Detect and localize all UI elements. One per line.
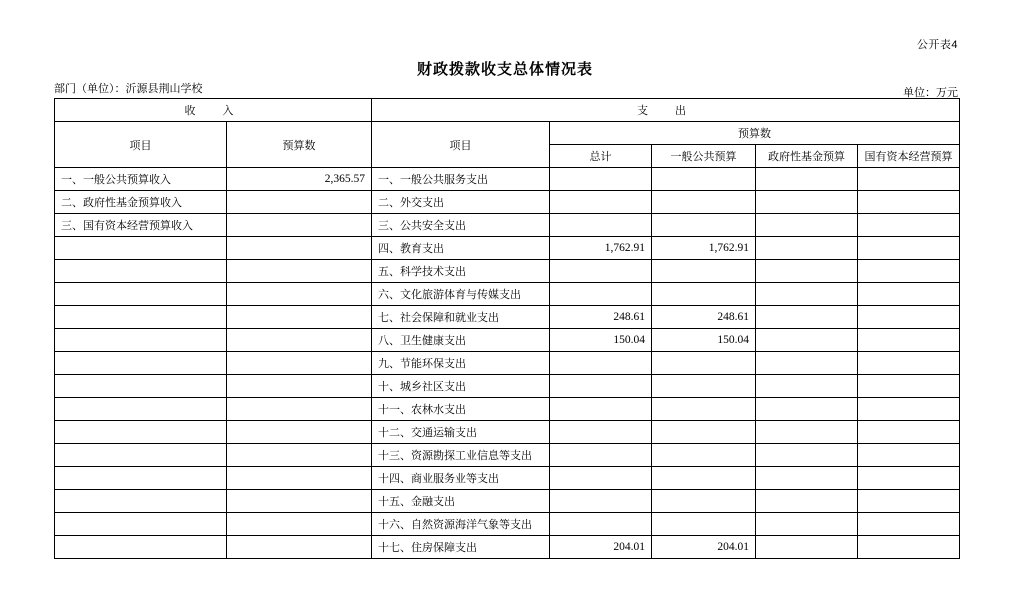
expenditure-state-capital <box>858 168 960 191</box>
document-code: 公开表4 <box>916 39 958 51</box>
expenditure-gov-fund <box>756 490 858 513</box>
expenditure-gov-fund <box>756 352 858 375</box>
income-item <box>55 237 227 260</box>
header-state-capital-budget: 国有资本经营预算 <box>858 145 960 168</box>
expenditure-state-capital <box>858 329 960 352</box>
expenditure-general <box>652 490 756 513</box>
table-row <box>55 444 960 467</box>
expenditure-total <box>550 421 652 444</box>
expenditure-state-capital <box>858 375 960 398</box>
expenditure-gov-fund <box>756 536 858 559</box>
header-general-public-budget: 一般公共预算 <box>652 145 756 168</box>
income-item: 二、政府性基金预算收入 <box>55 191 227 214</box>
income-budget <box>227 306 372 329</box>
expenditure-item: 三、公共安全支出 <box>372 214 550 237</box>
header-income-budget: 预算数 <box>227 122 372 168</box>
table-row <box>55 536 960 559</box>
expenditure-item: 十一、农林水支出 <box>372 398 550 421</box>
table-row <box>55 306 960 329</box>
expenditure-general <box>652 352 756 375</box>
table-row <box>55 467 960 490</box>
expenditure-general <box>652 444 756 467</box>
department-label: 部门（单位）：沂源县荆山学校 <box>54 83 203 95</box>
unit-label: 单位：万元 <box>903 87 958 99</box>
expenditure-general <box>652 283 756 306</box>
expenditure-gov-fund <box>756 467 858 490</box>
expenditure-total <box>550 375 652 398</box>
expenditure-item: 七、社会保障和就业支出 <box>372 306 550 329</box>
expenditure-item: 十、城乡社区支出 <box>372 375 550 398</box>
table-row <box>55 168 960 191</box>
expenditure-total: 204.01 <box>550 536 652 559</box>
table-subheader-row-1 <box>55 122 960 145</box>
expenditure-state-capital <box>858 444 960 467</box>
table-row <box>55 421 960 444</box>
expenditure-state-capital <box>858 467 960 490</box>
expenditure-gov-fund <box>756 513 858 536</box>
table-row <box>55 283 960 306</box>
table-row <box>55 329 960 352</box>
expenditure-item: 十四、商业服务业等支出 <box>372 467 550 490</box>
expenditure-state-capital <box>858 260 960 283</box>
table-group-header-row <box>55 99 960 122</box>
expenditure-gov-fund <box>756 306 858 329</box>
table-row <box>55 237 960 260</box>
income-budget <box>227 513 372 536</box>
expenditure-gov-fund <box>756 283 858 306</box>
header-expenditure-group: 支 出 <box>372 99 960 122</box>
expenditure-total: 150.04 <box>550 329 652 352</box>
expenditure-state-capital <box>858 513 960 536</box>
expenditure-total: 248.61 <box>550 306 652 329</box>
income-budget <box>227 398 372 421</box>
table-row <box>55 260 960 283</box>
income-budget <box>227 536 372 559</box>
expenditure-total <box>550 398 652 421</box>
expenditure-state-capital <box>858 237 960 260</box>
income-budget <box>227 467 372 490</box>
table-row <box>55 490 960 513</box>
expenditure-gov-fund <box>756 260 858 283</box>
income-item <box>55 306 227 329</box>
financial-table <box>54 98 960 559</box>
income-budget <box>227 352 372 375</box>
expenditure-item: 四、教育支出 <box>372 237 550 260</box>
header-expenditure-item: 项目 <box>372 122 550 168</box>
expenditure-item: 一、一般公共服务支出 <box>372 168 550 191</box>
header-total: 总计 <box>550 145 652 168</box>
expenditure-general: 204.01 <box>652 536 756 559</box>
table-row <box>55 513 960 536</box>
income-item <box>55 352 227 375</box>
expenditure-item: 六、文化旅游体育与传媒支出 <box>372 283 550 306</box>
table-row <box>55 352 960 375</box>
income-budget <box>227 329 372 352</box>
expenditure-state-capital <box>858 283 960 306</box>
header-gov-fund-budget: 政府性基金预算 <box>756 145 858 168</box>
expenditure-item: 十三、资源勘探工业信息等支出 <box>372 444 550 467</box>
expenditure-total <box>550 260 652 283</box>
income-budget: 2,365.57 <box>227 168 372 191</box>
header-expenditure-budget-group: 预算数 <box>550 122 960 145</box>
expenditure-item: 二、外交支出 <box>372 191 550 214</box>
expenditure-general <box>652 168 756 191</box>
expenditure-total <box>550 352 652 375</box>
expenditure-state-capital <box>858 421 960 444</box>
income-budget <box>227 214 372 237</box>
expenditure-gov-fund <box>756 398 858 421</box>
page-title: 财政拨款收支总体情况表 <box>416 61 593 78</box>
expenditure-general <box>652 398 756 421</box>
expenditure-item: 八、卫生健康支出 <box>372 329 550 352</box>
expenditure-general <box>652 375 756 398</box>
income-budget <box>227 375 372 398</box>
income-item <box>55 467 227 490</box>
expenditure-general: 248.61 <box>652 306 756 329</box>
income-item: 一、一般公共预算收入 <box>55 168 227 191</box>
expenditure-gov-fund <box>756 444 858 467</box>
expenditure-total <box>550 513 652 536</box>
table-row <box>55 398 960 421</box>
income-item: 三、国有资本经营预算收入 <box>55 214 227 237</box>
income-item <box>55 490 227 513</box>
expenditure-total: 1,762.91 <box>550 237 652 260</box>
income-budget <box>227 191 372 214</box>
table-row <box>55 214 960 237</box>
income-item <box>55 329 227 352</box>
income-budget <box>227 444 372 467</box>
expenditure-general: 1,762.91 <box>652 237 756 260</box>
expenditure-gov-fund <box>756 214 858 237</box>
expenditure-state-capital <box>858 191 960 214</box>
income-item <box>55 375 227 398</box>
expenditure-item: 十七、住房保障支出 <box>372 536 550 559</box>
expenditure-total <box>550 214 652 237</box>
expenditure-gov-fund <box>756 168 858 191</box>
expenditure-total <box>550 191 652 214</box>
table-body <box>55 168 960 559</box>
expenditure-state-capital <box>858 214 960 237</box>
expenditure-general <box>652 260 756 283</box>
expenditure-gov-fund <box>756 237 858 260</box>
income-item <box>55 513 227 536</box>
expenditure-general <box>652 191 756 214</box>
expenditure-gov-fund <box>756 421 858 444</box>
expenditure-item: 九、节能环保支出 <box>372 352 550 375</box>
income-item <box>55 260 227 283</box>
expenditure-total <box>550 444 652 467</box>
expenditure-item: 五、科学技术支出 <box>372 260 550 283</box>
table-row <box>55 191 960 214</box>
expenditure-total <box>550 467 652 490</box>
income-item <box>55 444 227 467</box>
expenditure-gov-fund <box>756 191 858 214</box>
table-row <box>55 375 960 398</box>
header-income-item: 项目 <box>55 122 227 168</box>
expenditure-gov-fund <box>756 375 858 398</box>
expenditure-item: 十二、交通运输支出 <box>372 421 550 444</box>
expenditure-state-capital <box>858 306 960 329</box>
expenditure-general <box>652 421 756 444</box>
expenditure-gov-fund <box>756 329 858 352</box>
expenditure-total <box>550 283 652 306</box>
income-budget <box>227 283 372 306</box>
income-budget <box>227 237 372 260</box>
expenditure-general <box>652 214 756 237</box>
expenditure-item: 十六、自然资源海洋气象等支出 <box>372 513 550 536</box>
expenditure-total <box>550 168 652 191</box>
expenditure-state-capital <box>858 398 960 421</box>
income-budget <box>227 490 372 513</box>
income-item <box>55 398 227 421</box>
header-income-group: 收 入 <box>55 99 372 122</box>
expenditure-item: 十五、金融支出 <box>372 490 550 513</box>
income-item <box>55 421 227 444</box>
expenditure-general <box>652 513 756 536</box>
expenditure-general: 150.04 <box>652 329 756 352</box>
expenditure-general <box>652 467 756 490</box>
expenditure-state-capital <box>858 490 960 513</box>
expenditure-total <box>550 490 652 513</box>
income-budget <box>227 421 372 444</box>
income-budget <box>227 260 372 283</box>
expenditure-state-capital <box>858 352 960 375</box>
income-item <box>55 536 227 559</box>
expenditure-state-capital <box>858 536 960 559</box>
income-item <box>55 283 227 306</box>
